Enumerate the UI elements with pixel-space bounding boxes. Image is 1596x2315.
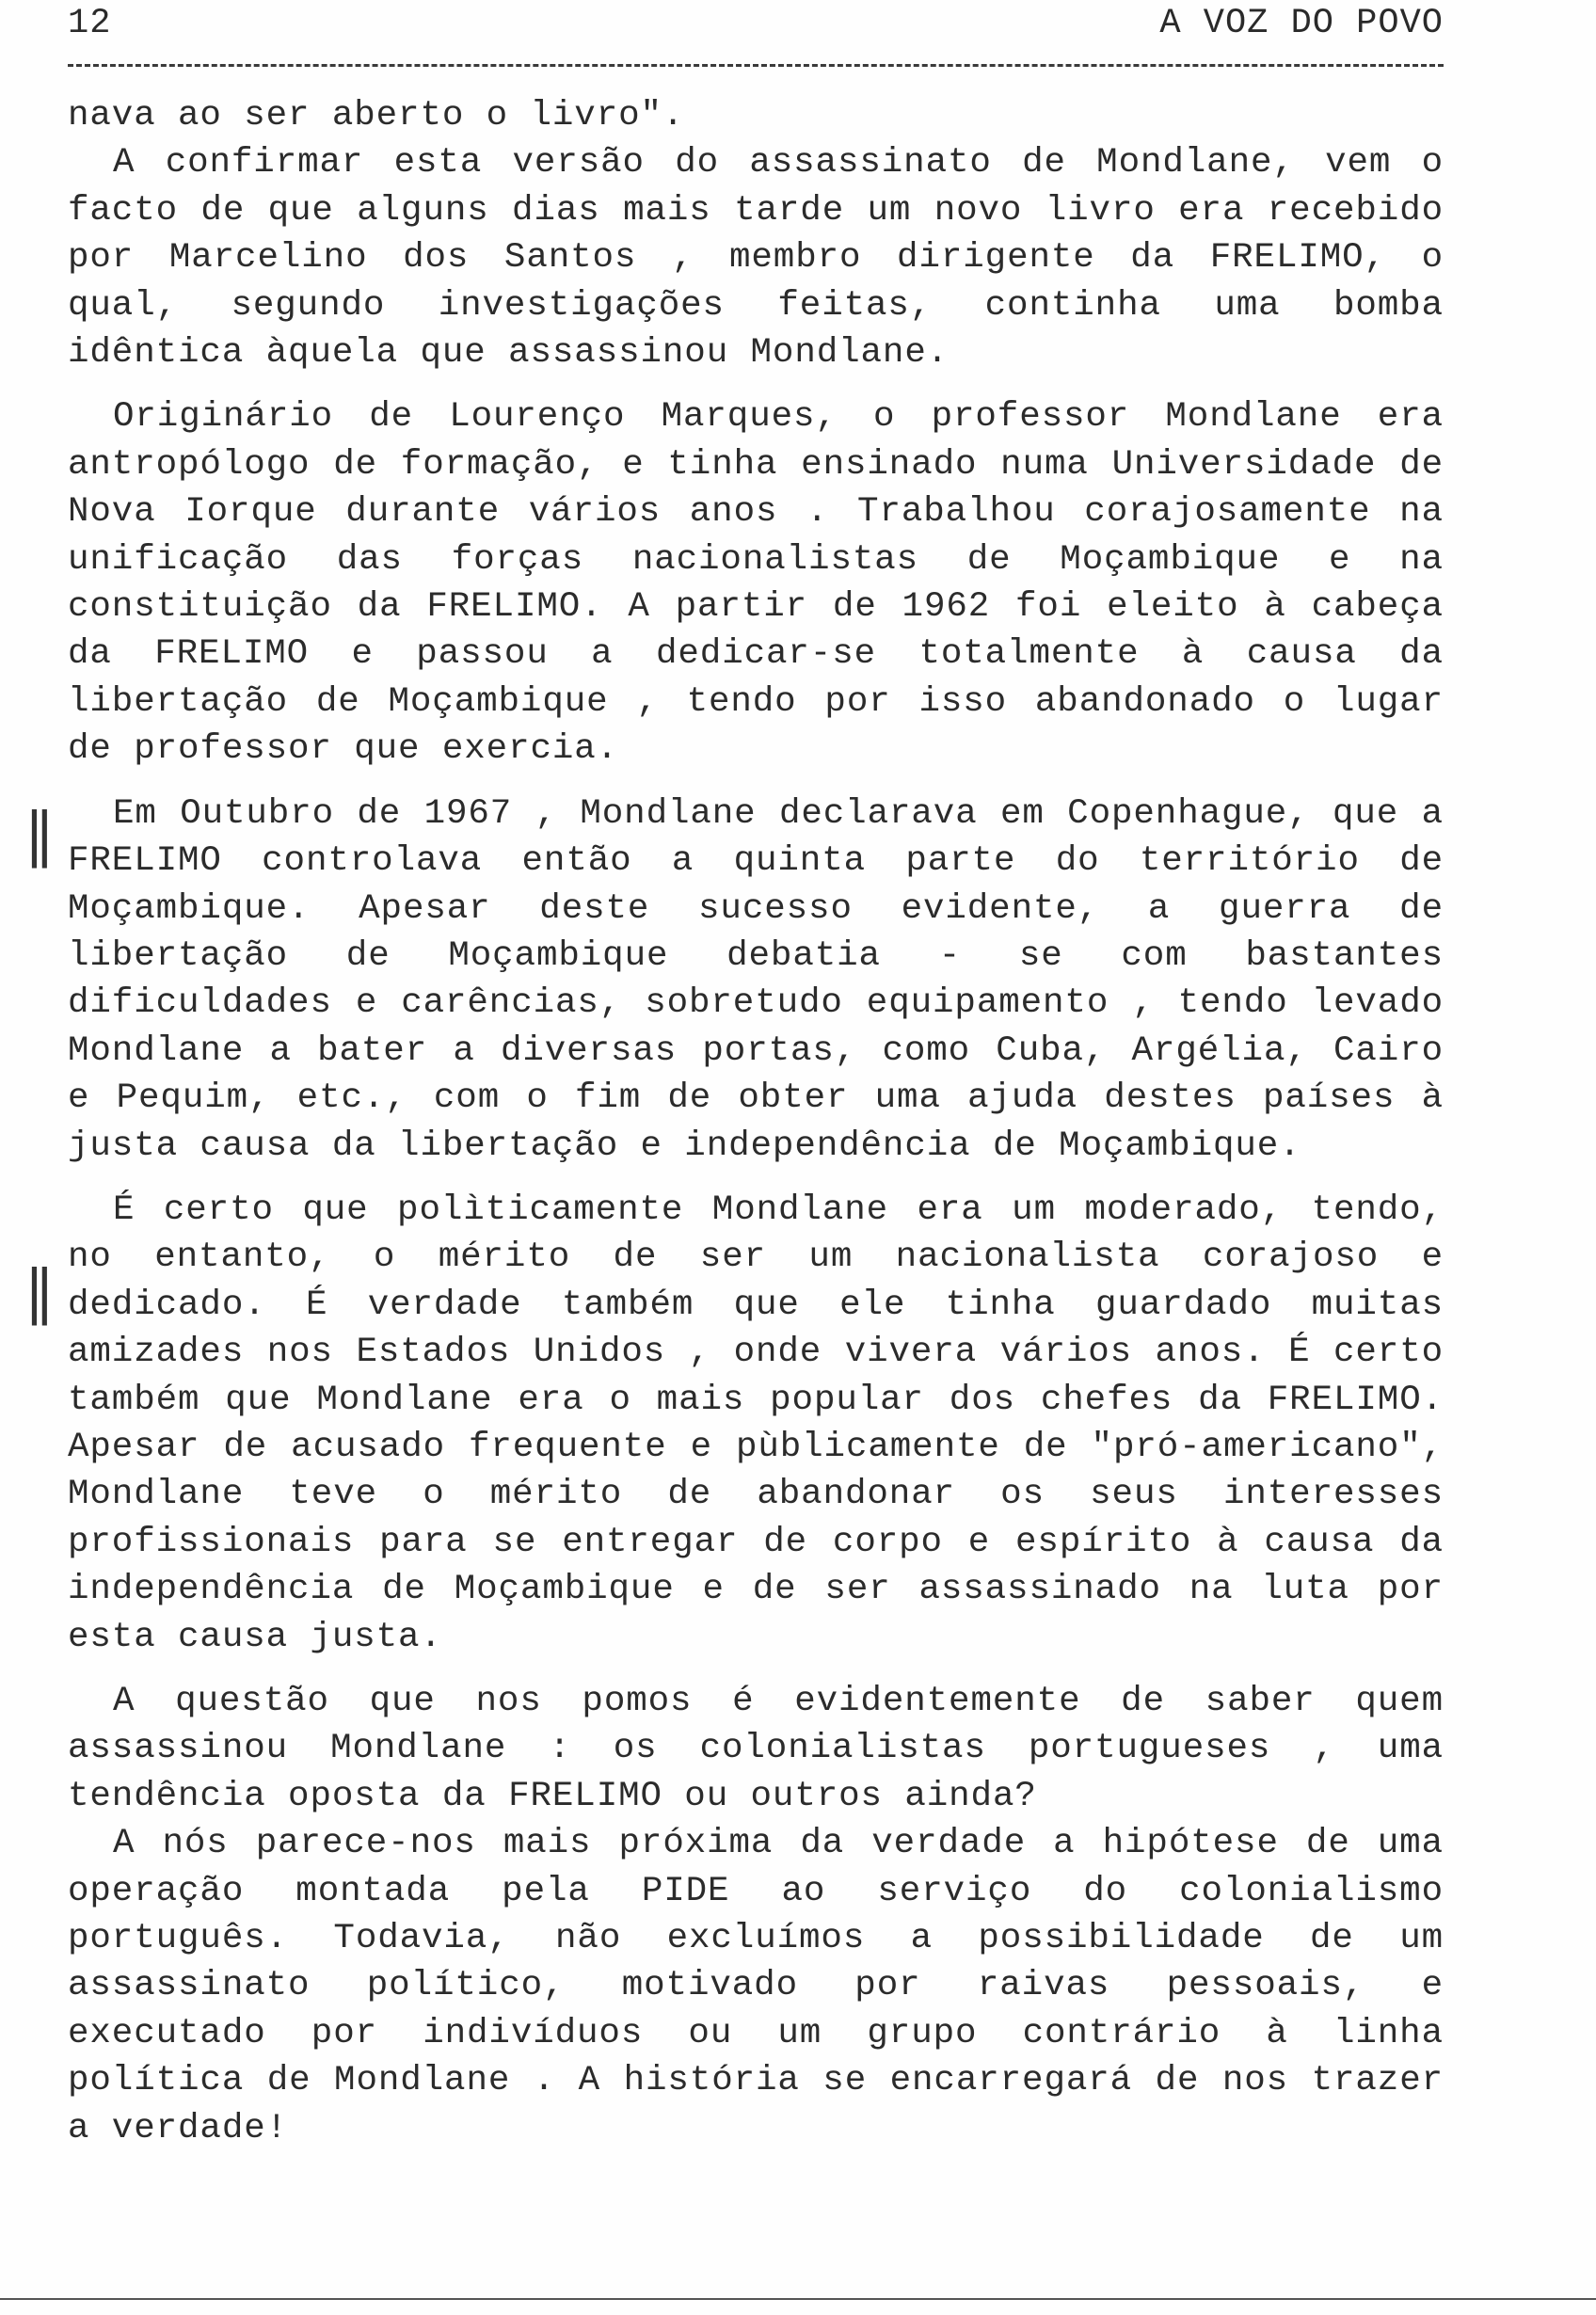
article-body bbox=[68, 92, 1466, 2169]
paragraph-5: É certo que polìticamente Mondlane era um moderado, tendo, no entanto, o mérito de ser um nacionalista corajoso e dedicado. É verdade também que ele tinha guardado muitas amizades nos Estados Unidos , onde vivera vários anos. É certo também que Mondlane era o mais popular dos chefes da FRELIMO. Apesar de acusado frequente e pùblicamente de "pró-americano", Mondlane teve o mérito de abandonar os seus interesses profissionais para se entregar de corpo e espírito à causa da independência de Moçambique e de ser assassinado na luta por esta causa justa. bbox=[68, 1189, 1466, 1657]
footer-rule bbox=[0, 2298, 1596, 2300]
publication-title: A VOZ DO POVO bbox=[1159, 4, 1444, 43]
page-header bbox=[68, 0, 1444, 60]
paragraph-4: Em Outubro de 1967 , Mondlane declarava em Copenhague, que a FRELIMO controlava então a quinta parte do território de Moçambique. Apesar deste sucesso evidente, a guerra de libertação de Moçambique debatia - se com bastantes dificuldades e carências, sobretudo equipamento , tendo levado Mondlane a bater a diversas portas, como Cuba, Argélia, Cairo e Pequim, etc., com o fim de obter uma ajuda destes países à justa causa da libertação e independência de Moçambique. bbox=[68, 793, 1466, 1166]
header-rule bbox=[68, 64, 1444, 67]
page-number: 12 bbox=[68, 4, 112, 43]
paragraph-2: A confirmar esta versão do assassinato de Mondlane, vem o facto de que alguns dias mais tarde um novo livro era recebido por Marcelino dos Santos , membro dirigente da FRELIMO, o qual, segundo investigações feitas, continha uma bomba idêntica àquela que assassinou Mondlane. bbox=[68, 143, 1466, 374]
paragraph-1: nava ao ser aberto o livro". bbox=[68, 96, 685, 136]
margin-mark-1: || bbox=[24, 800, 45, 869]
paragraph-3: Originário de Lourenço Marques, o professor Mondlane era antropólogo de formação, e tinha ensinado numa Universidade de Nova Iorque durante vários anos . Trabalhou corajosamente na unificação das forças nacionalistas de Moçambique e na constituição da FRELIMO. A partir de 1962 foi eleito à cabeça da FRELIMO e passou a dedicar-se totalmente à causa da libertação de Moçambique , tendo por isso abandonado o lugar de professor que exercia. bbox=[68, 397, 1466, 770]
margin-mark-2: || bbox=[24, 1257, 45, 1326]
paragraph-6: A questão que nos pomos é evidentemente de saber quem assassinou Mondlane : os colonialistas portugueses , uma tendência oposta da FRELIMO ou outros ainda? bbox=[68, 1682, 1466, 1816]
paragraph-7: A nós parece-nos mais próxima da verdade a hipótese de uma operação montada pela PIDE ao serviço do colonialismo português. Todavia, não excluímos a possibilidade de um assassinato político, motivado por raivas pessoais, e executado por indivíduos ou um grupo contrário à linha política de Mondlane . A história se encarregará de nos trazer a verdade! bbox=[68, 1824, 1466, 2148]
